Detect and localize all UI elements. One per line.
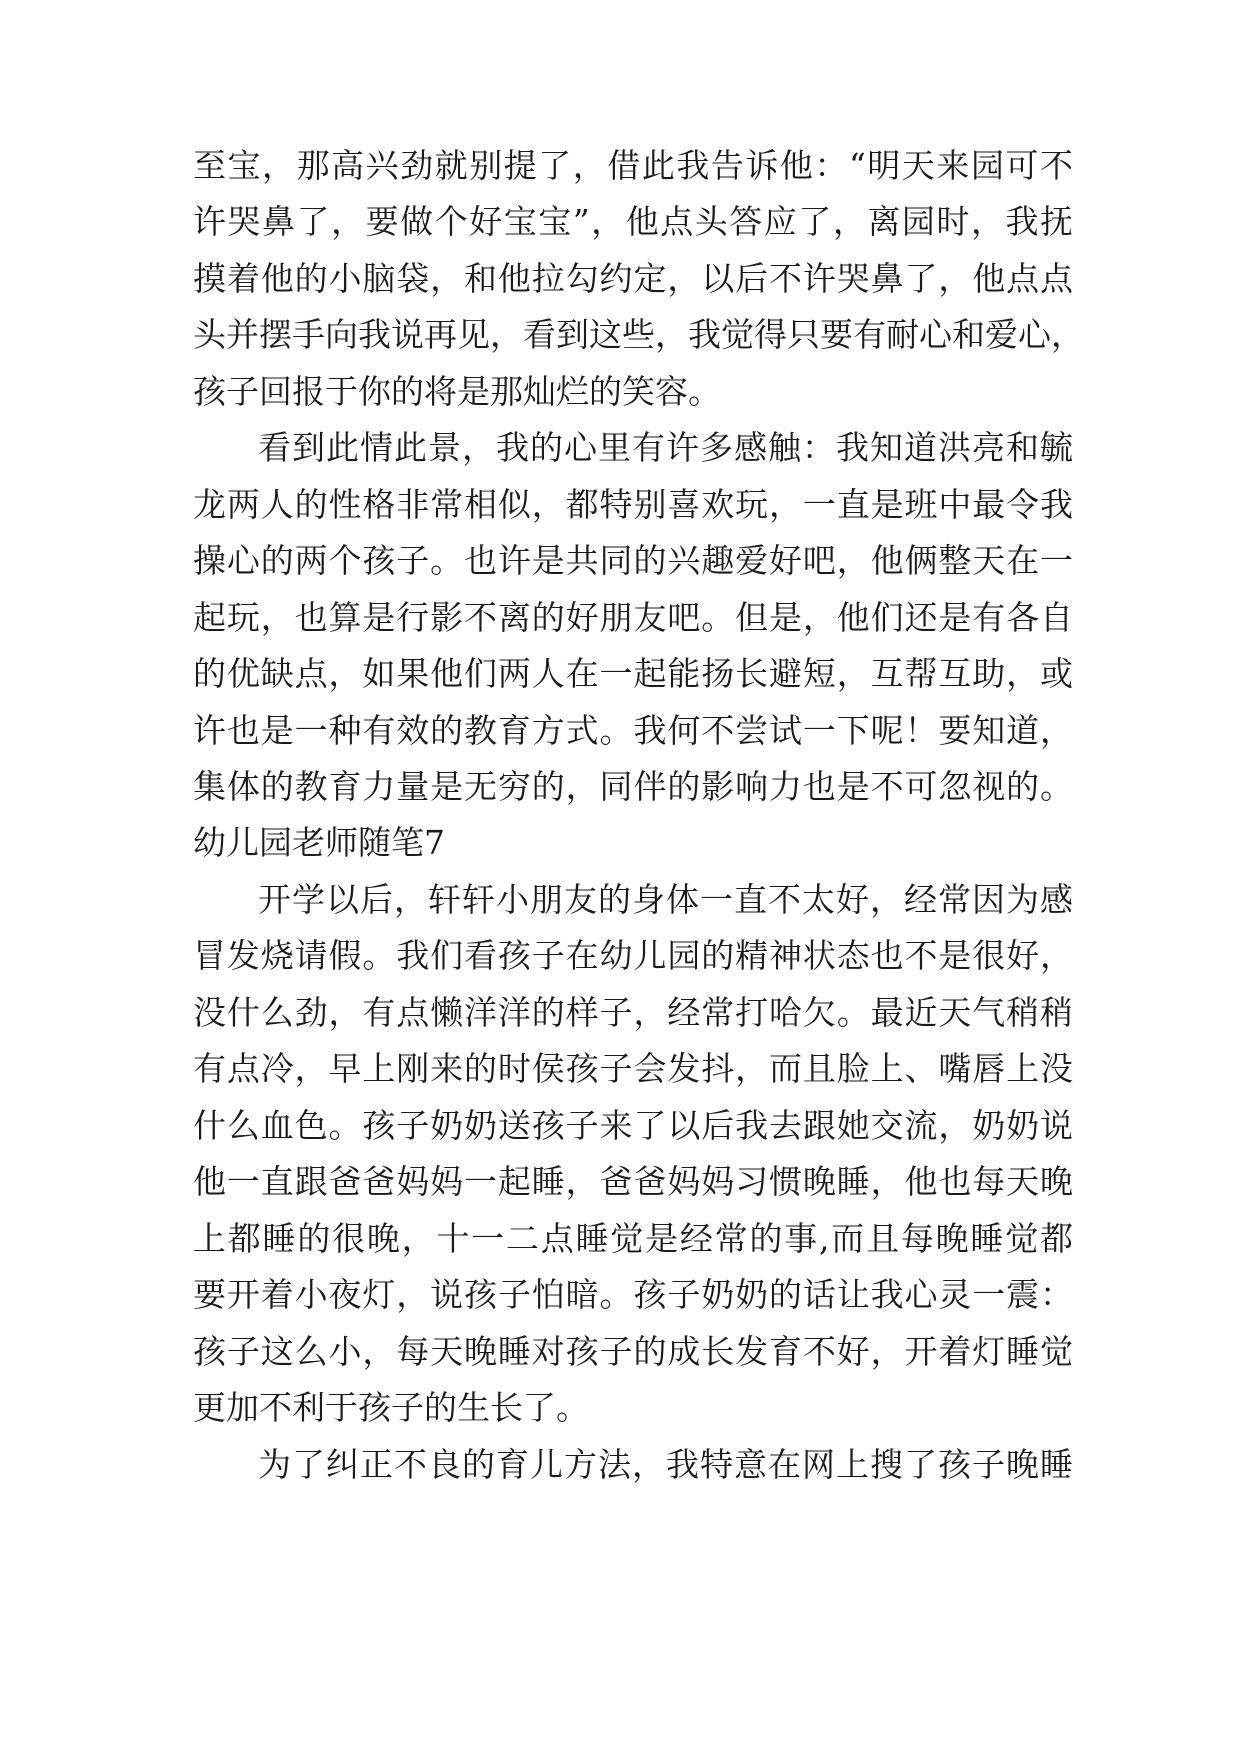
text-line: 上都睡的很晚，十一二点睡觉是经常的事,而且每晚睡觉都	[193, 1219, 1073, 1258]
text-line: 至宝，那高兴劲就别提了，借此我告诉他：“明天来园可不	[193, 146, 1073, 185]
text-line: 孩子这么小，每天晚睡对孩子的成长发育不好，开着灯睡觉	[193, 1332, 1073, 1371]
text-line: 的优缺点，如果他们两人在一起能扬长避短，互帮互助，或	[193, 654, 1073, 693]
text-line: 开学以后，轩轩小朋友的身体一直不太好，经常因为感	[258, 880, 1073, 919]
text-line: 头并摆手向我说再见，看到这些，我觉得只要有耐心和爱心，	[193, 315, 1084, 354]
section-heading: 幼儿园老师随笔7	[193, 823, 445, 862]
text-line: 要开着小夜灯，说孩子怕暗。孩子奶奶的话让我心灵一震：	[193, 1275, 1073, 1314]
text-line: 集体的教育力量是无穷的，同伴的影响力也是不可忽视的。	[193, 767, 1073, 806]
text-line: 龙两人的性格非常相似，都特别喜欢玩，一直是班中最令我	[193, 485, 1073, 524]
text-line: 更加不利于孩子的生长了。	[193, 1388, 589, 1427]
text-line: 起玩，也算是行影不离的好朋友吧。但是，他们还是有各自	[193, 598, 1073, 637]
text-line: 为了纠正不良的育儿方法，我特意在网上搜了孩子晚睡	[258, 1445, 1073, 1484]
text-line: 操心的两个孩子。也许是共同的兴趣爱好吧，他俩整天在一	[193, 541, 1073, 580]
text-line: 有点冷，早上刚来的时侯孩子会发抖，而且脸上、嘴唇上没	[193, 1049, 1073, 1088]
text-line: 冒发烧请假。我们看孩子在幼儿园的精神状态也不是很好，	[193, 936, 1073, 975]
text-line: 他一直跟爸爸妈妈一起睡，爸爸妈妈习惯晚睡，他也每天晚	[193, 1162, 1073, 1201]
text-line: 孩子回报于你的将是那灿烂的笑容。	[193, 372, 721, 411]
text-line: 摸着他的小脑袋，和他拉勾约定，以后不许哭鼻了，他点点	[193, 259, 1073, 298]
text-line: 没什么劲，有点懒洋洋的样子，经常打哈欠。最近天气稍稍	[193, 993, 1073, 1032]
text-line: 什么血色。孩子奶奶送孩子来了以后我去跟她交流，奶奶说	[193, 1106, 1073, 1145]
text-line: 许也是一种有效的教育方式。我何不尝试一下呢！要知道，	[193, 711, 1073, 750]
text-line: 许哭鼻了，要做个好宝宝”，他点头答应了，离园时，我抚	[193, 202, 1073, 241]
text-line: 看到此情此景，我的心里有许多感触：我知道洪亮和毓	[258, 428, 1073, 467]
